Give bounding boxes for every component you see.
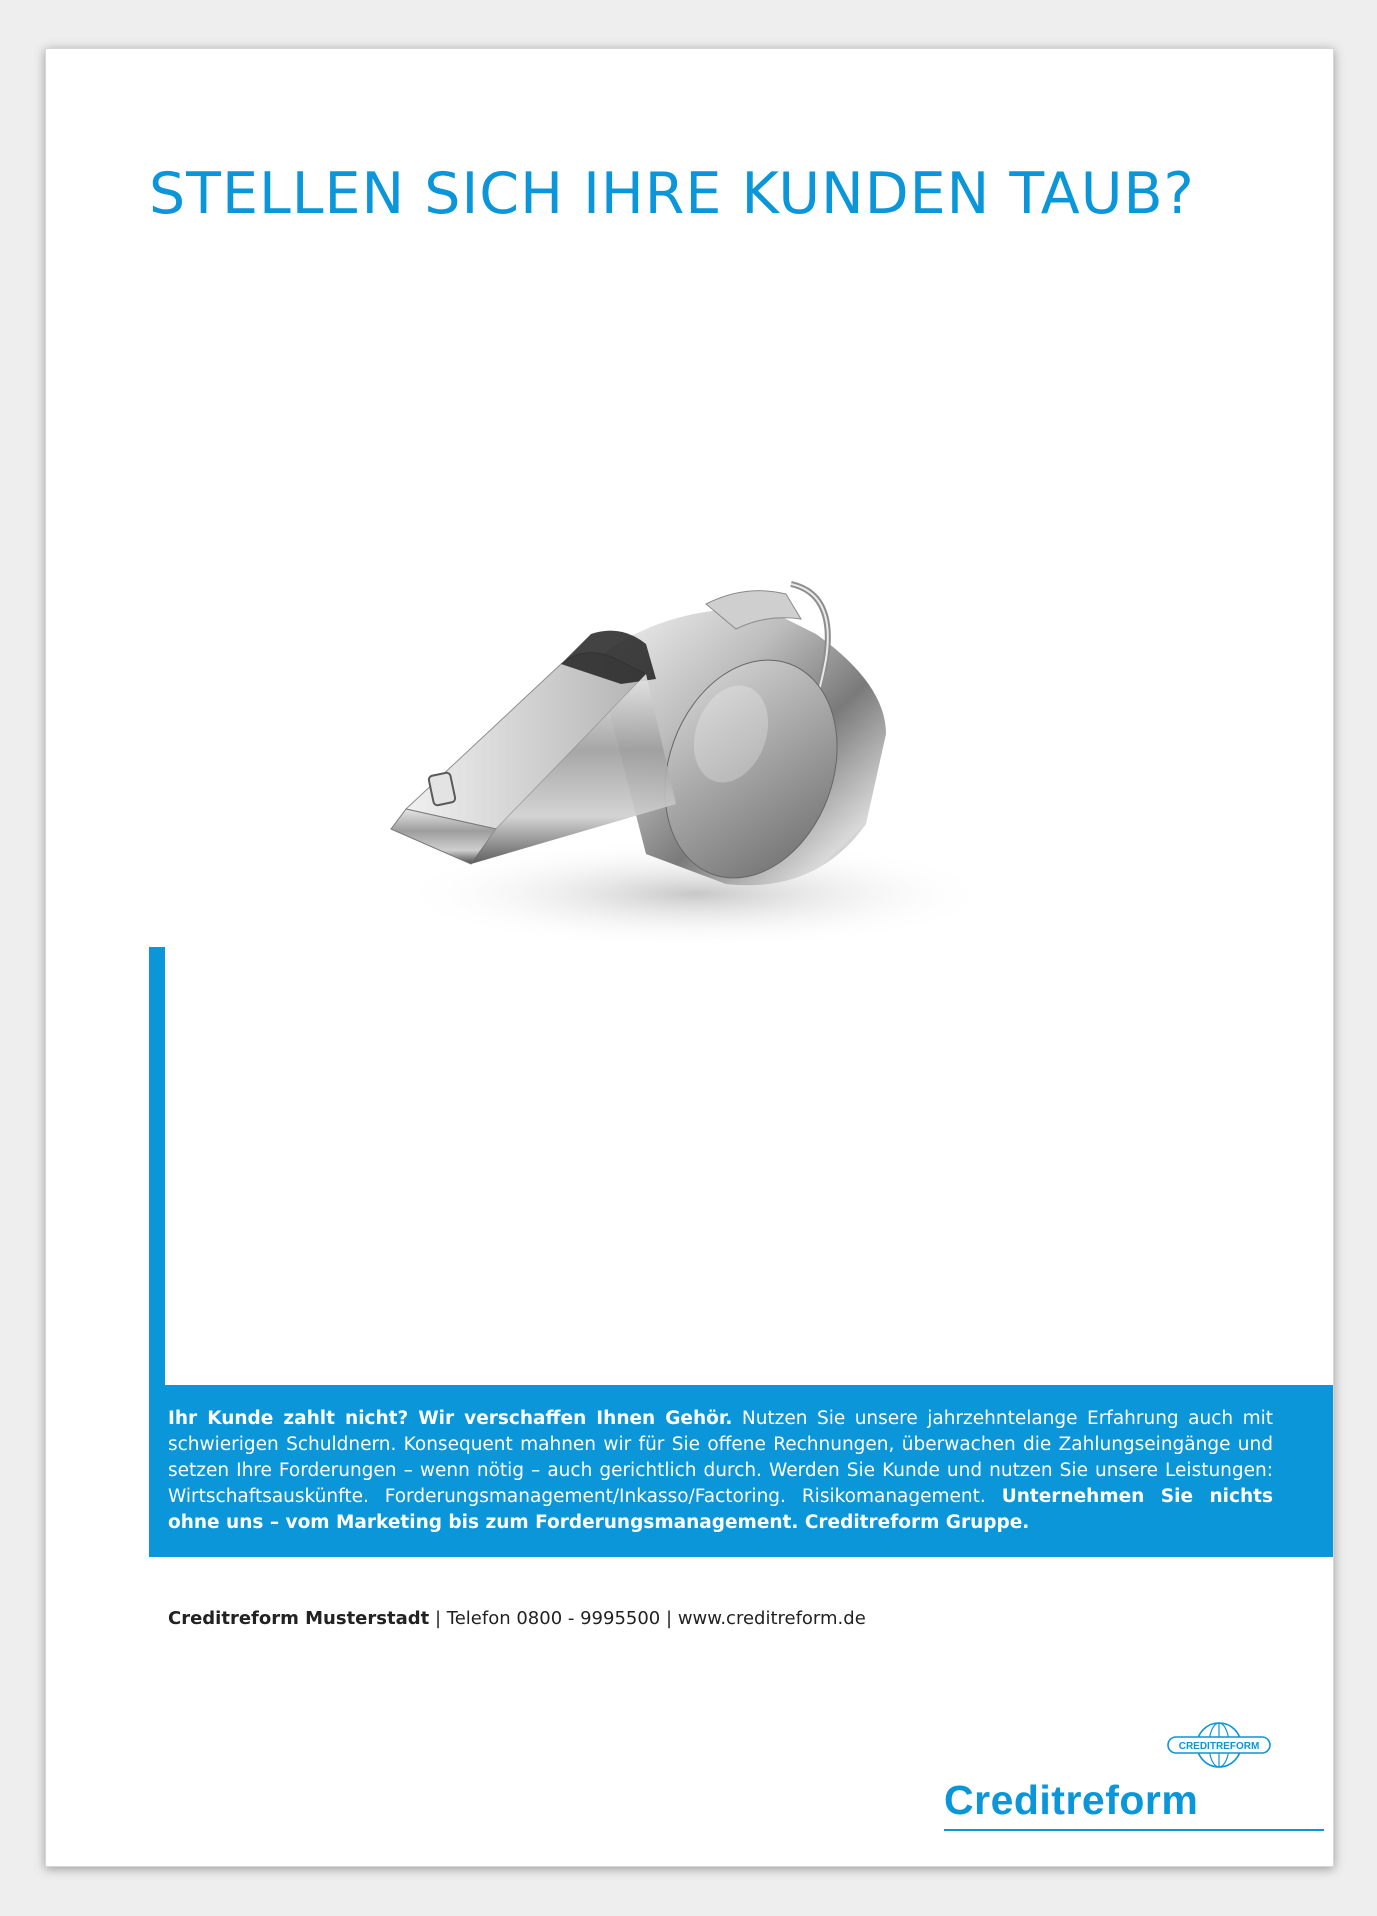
body-copy-closing: Unternehmen Sie nichts ohne uns – vom Marketing bis zum Forderungsmanagement. Creditreform Gruppe.	[168, 1486, 1273, 1533]
logo-underline	[944, 1829, 1324, 1831]
contact-company: Creditreform Musterstadt	[168, 1608, 430, 1629]
body-copy-box	[149, 1385, 1333, 1557]
contact-website: www.creditreform.de	[677, 1608, 866, 1629]
globe-emblem-icon	[1164, 1719, 1274, 1775]
body-copy-lead: Ihr Kunde zahlt nicht? Wir verschaffen Ihnen Gehör.	[168, 1408, 733, 1429]
whistle-image	[346, 564, 1066, 1084]
contact-phone: Telefon 0800 - 9995500	[446, 1608, 661, 1629]
logo-emblem-text: CREDITREFORM	[1178, 1741, 1260, 1752]
contact-separator: |	[434, 1608, 442, 1629]
ad-page	[45, 48, 1334, 1867]
body-copy-text: Nutzen Sie unsere jahrzehntelange Erfahrung auch mit schwierigen Schuldnern. Konsequent mahnen wir für Sie offene Rechnungen, überwachen die Zahlungseingänge und setzen Ihre Forderungen – wenn nötig – auch gerichtlich durch. Werden Sie Kunde und nutzen Sie unsere Leistungen: Wirtschaftsauskünfte. Forderungsmanagement/Inkasso/Factoring. Risikomanagement.	[168, 1408, 1273, 1507]
headline: STELLEN SICH IHRE KUNDEN TAUB?	[149, 161, 1195, 227]
accent-vertical-bar	[149, 947, 165, 1442]
logo-wordmark: Creditreform	[944, 1777, 1199, 1823]
contact-line	[168, 1608, 866, 1629]
contact-separator: |	[666, 1608, 673, 1629]
creditreform-logo	[944, 1719, 1324, 1849]
